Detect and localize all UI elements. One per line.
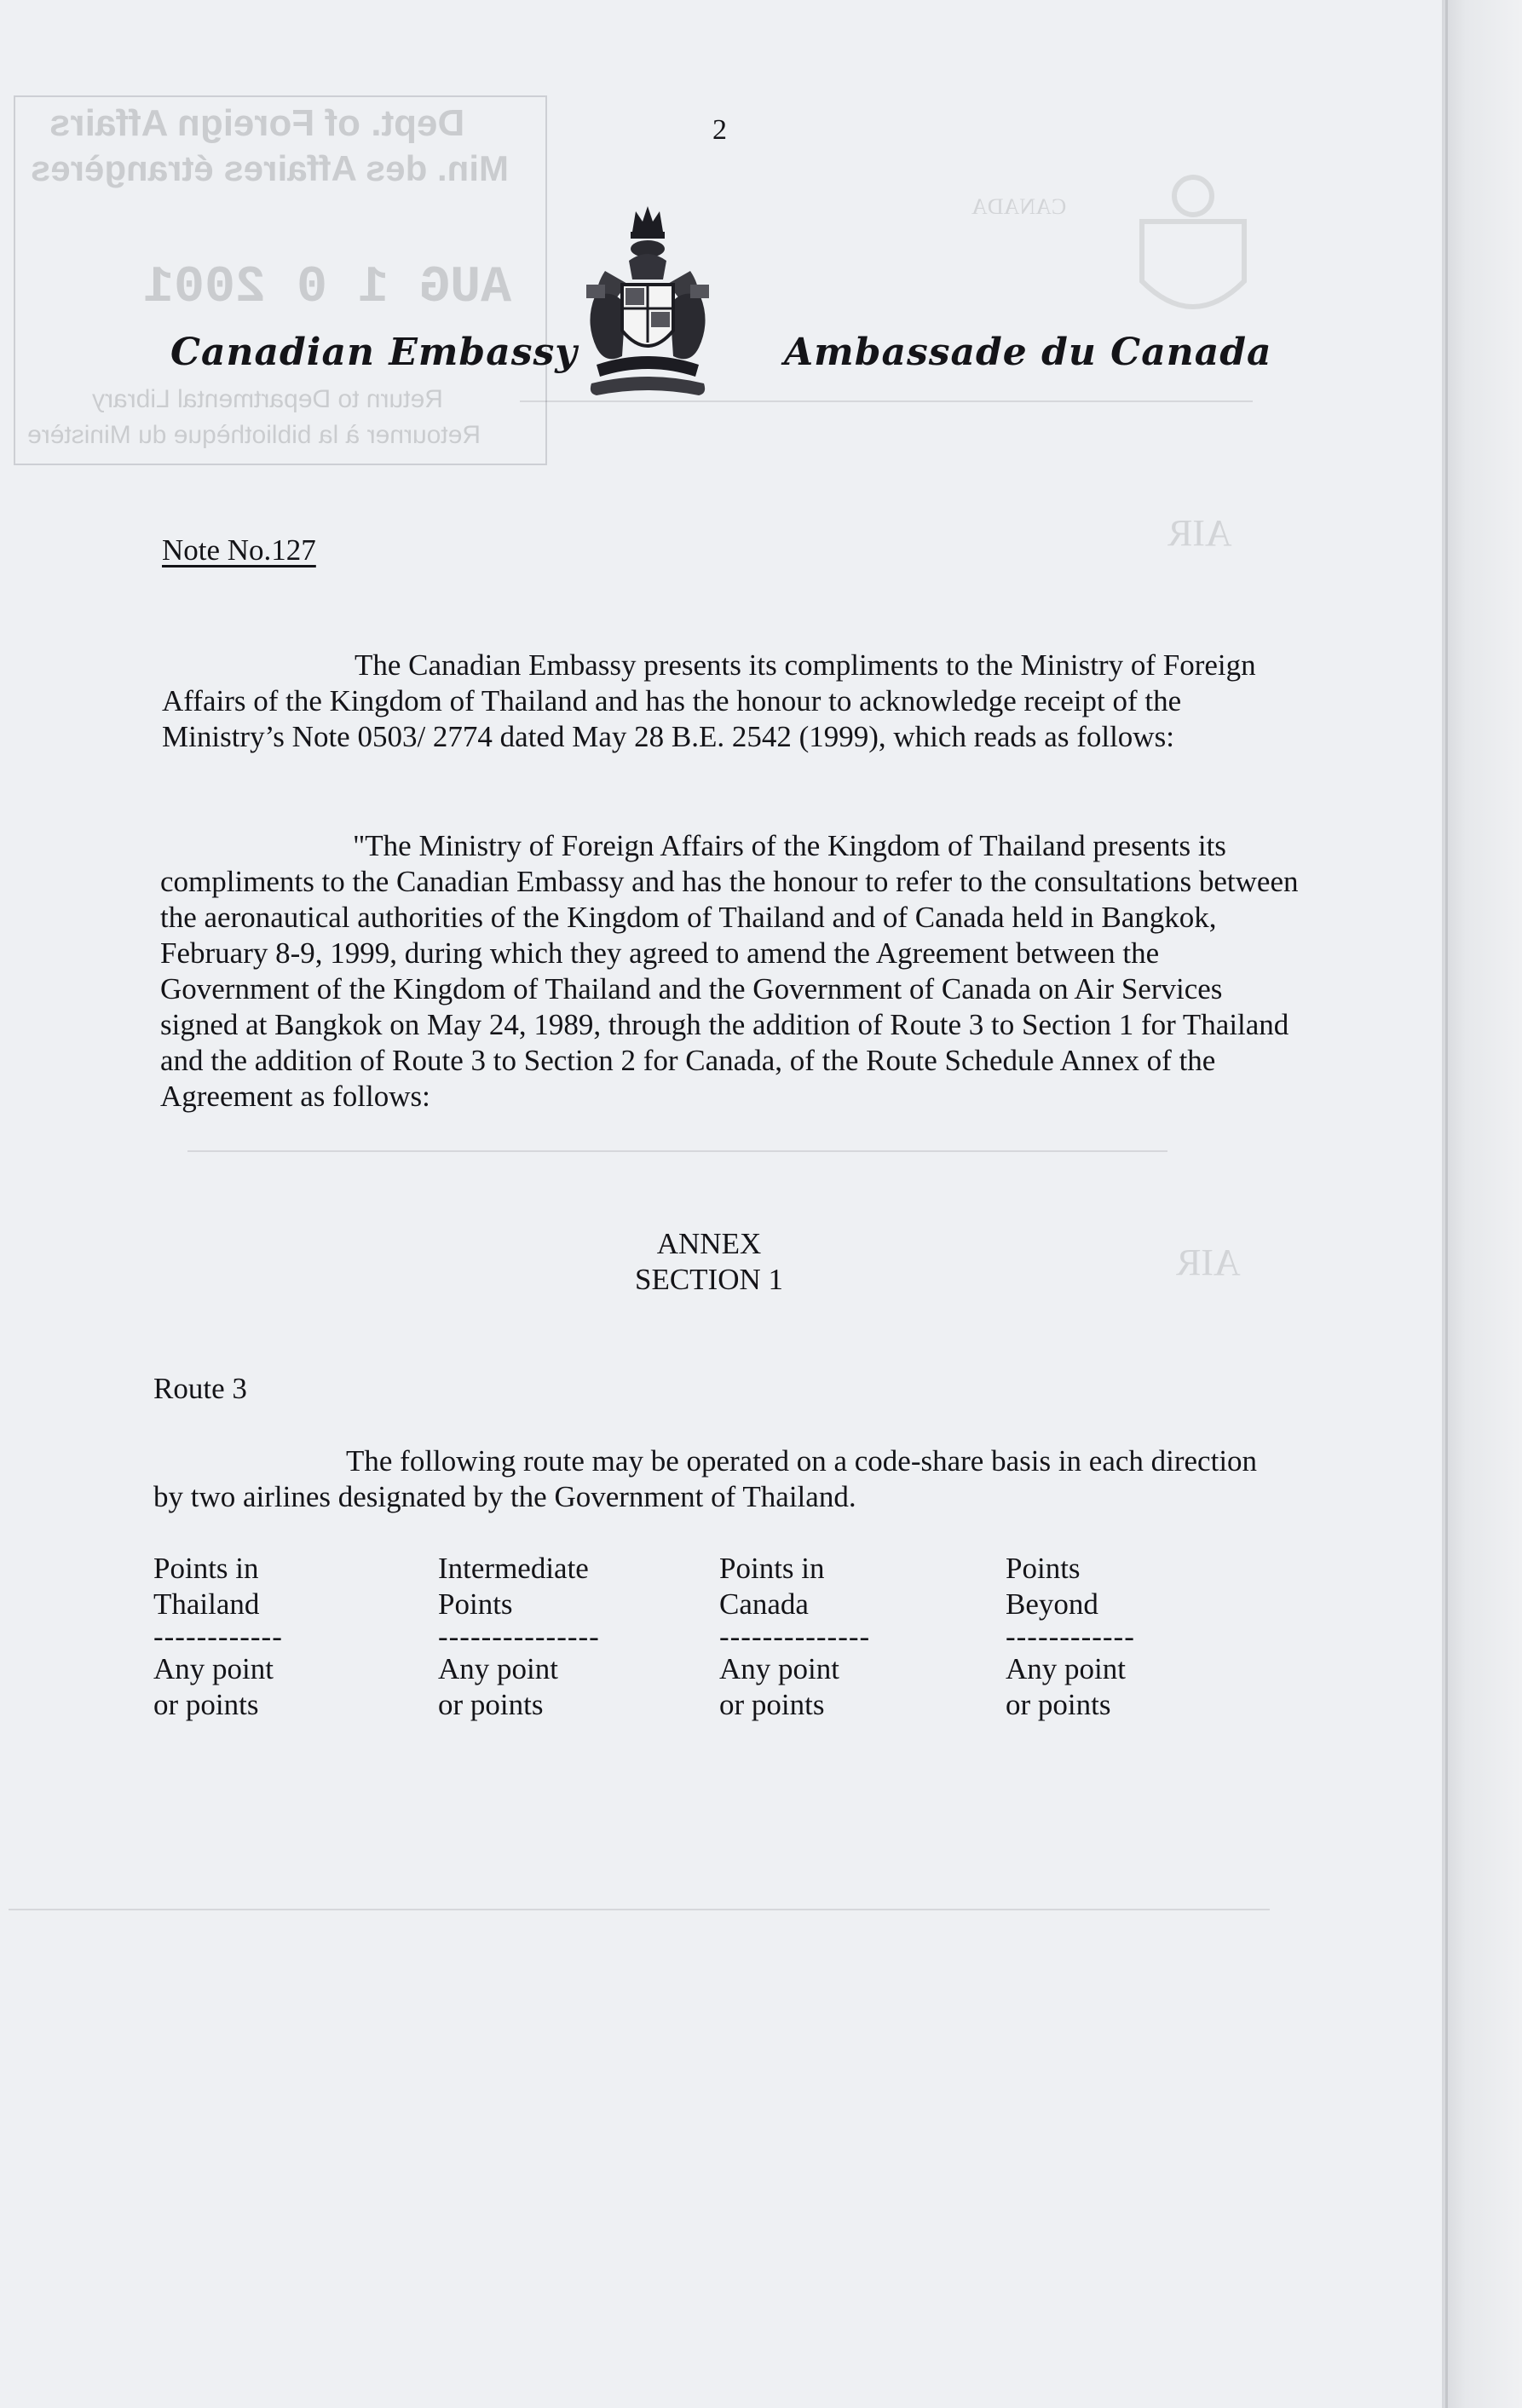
column-value: Any point or points [719,1652,839,1721]
paragraph-text: The following route may be operated on a code-share basis in each direction by two airlines designated by the Government of Thailand. [153,1444,1258,1513]
ghost-canada: CANADA [971,194,1067,219]
table-column [438,1551,694,1723]
route-description [153,1443,1261,1515]
ghost-stamp-date: AUG 1 0 2001 [143,259,512,317]
ghost-stamp-line-4: Retourner à la bibliothèque du Ministère [27,421,481,449]
column-header: Points Beyond [1006,1552,1098,1621]
ghost-divider [9,1909,1270,1910]
body-paragraph-1 [162,648,1304,755]
page-number: 2 [712,114,727,146]
page-edge-shadow [1442,0,1522,2408]
table-column [719,1551,975,1723]
column-divider: --------------- [438,1622,600,1651]
ghost-air-2: AIR [1176,1241,1241,1283]
column-header: Intermediate Points [438,1552,589,1621]
table-column [1006,1551,1261,1723]
paragraph-indent [153,1444,346,1478]
ghost-stamp-line-1: Dept. of Foreign Affairs [49,102,465,144]
paragraph-indent [160,829,353,862]
ghost-stamp-line-2: Min. des Affaires étrangères [31,148,509,188]
column-divider: ------------ [1006,1622,1135,1651]
column-value: Any point or points [153,1652,274,1721]
column-divider: ------------ [153,1622,283,1651]
column-value: Any point or points [438,1652,558,1721]
column-header: Points in Thailand [153,1552,260,1621]
ghost-stamp-line-3: Return to Departmental Library [92,385,443,413]
annex-section: SECTION 1 [634,1263,784,1296]
paragraph-text: "The Ministry of Foreign Affairs of the Kingdom of Thailand presents its compliments to the Canadian Embassy and has the honour to refer to the consultations between the aeronautical authorities of the Kingdom of Thailand and of Canada held in Bangkok, February 8-9, 1999, during which they agreed to amend the Agreement between the Government of the Kingdom of Thailand and the Government of Canada on Air Services signed at Bangkok on May 24, 1989, through the addition of Route 3 to Section 1 for Thailand and the addition of Route 3 to Section 2 for Canada, of the Route Schedule Annex of the Agreement as follows: [160,829,1299,1113]
embassy-name-french: Ambassade du Canada [784,331,1272,374]
body-paragraph-2 [160,828,1307,1115]
column-value: Any point or points [1006,1652,1126,1721]
annex-title: ANNEX [656,1227,762,1260]
paragraph-indent [162,648,355,682]
page-edge-line [1445,0,1448,2408]
paragraph-text: The Canadian Embassy presents its compliments to the Ministry of Foreign Affairs of the Kingdom of Thailand and has the honour to acknowledge receipt of the Ministry’s Note 0503/ 2774 dated May 28 B.E. 2542 (1999), which reads as follows: [162,648,1256,753]
column-header: Points in Canada [719,1552,825,1621]
letterhead [0,203,1449,407]
ghost-divider [187,1150,1167,1152]
note-number: Note No.127 [162,533,316,567]
column-divider: -------------- [719,1622,871,1651]
route-label: Route 3 [153,1372,247,1405]
table-column [153,1551,409,1723]
ghost-air-1: AIR [1167,512,1232,554]
canadian-coat-of-arms-icon [579,203,716,399]
embassy-name-english: Canadian Embassy [170,331,578,374]
